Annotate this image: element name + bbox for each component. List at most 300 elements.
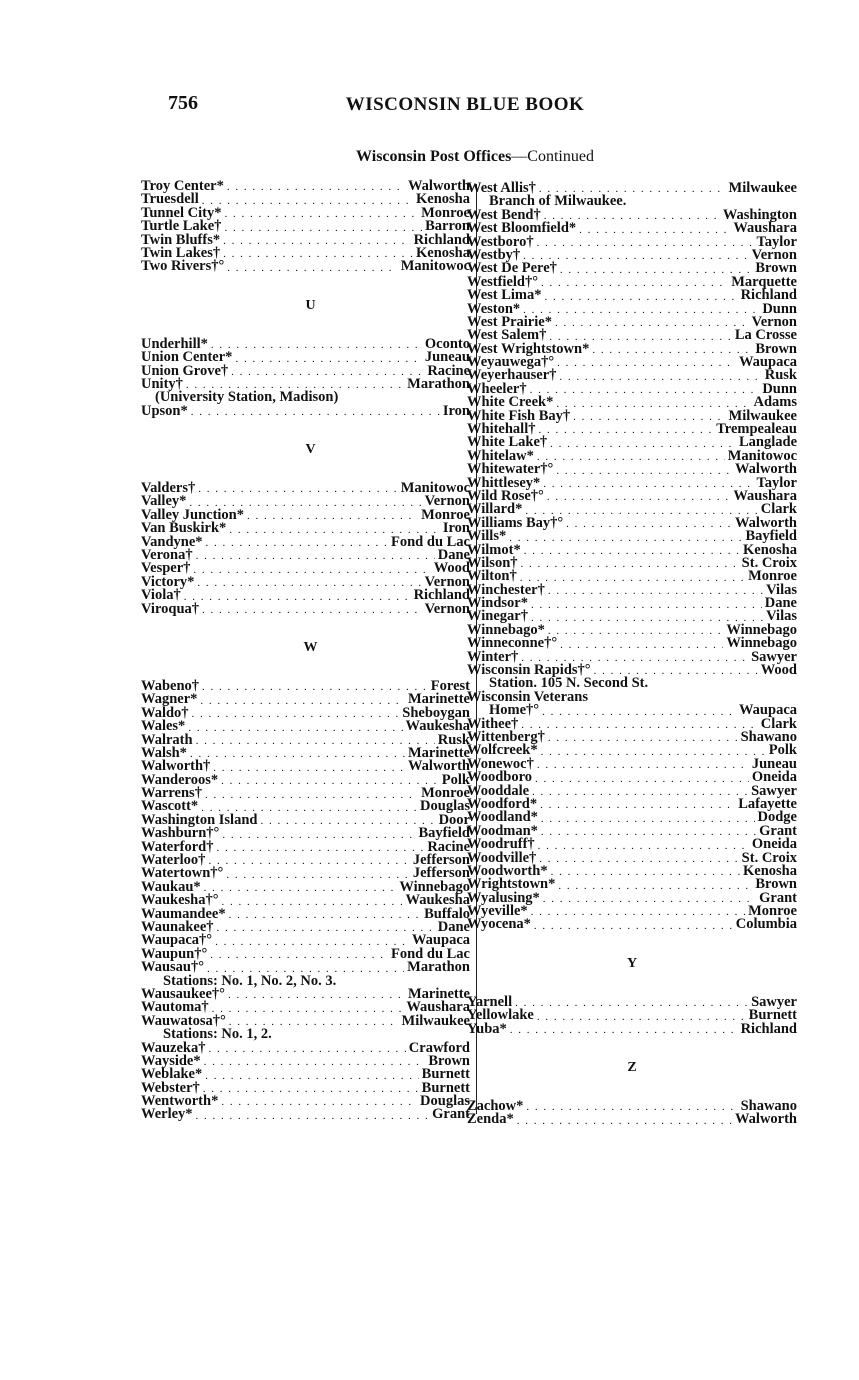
post-office-name: Waukau* — [141, 878, 201, 895]
county-name: Adams — [753, 394, 797, 411]
dot-leader — [537, 1012, 746, 1023]
dot-leader — [540, 800, 735, 811]
post-office-name: Washington Island — [141, 811, 258, 828]
page-title-main: Wisconsin Post Offices — [356, 148, 512, 165]
dot-leader — [200, 696, 405, 707]
county-name: Trempealeau — [716, 421, 797, 438]
post-office-name: Woodford* — [467, 795, 538, 812]
county-name: Milwaukee — [728, 407, 797, 424]
post-office-name: Westboro† — [467, 233, 534, 250]
county-name: Racine — [427, 838, 470, 855]
dot-leader — [208, 856, 409, 867]
post-office-name: West Prairie* — [467, 313, 552, 330]
county-name: Waupaca — [738, 702, 797, 719]
county-name: Monroe — [421, 204, 470, 221]
county-name: Manitowoc — [400, 258, 470, 275]
county-name: Sawyer — [751, 782, 797, 799]
dot-leader — [204, 1057, 426, 1068]
county-name: St. Croix — [741, 554, 797, 571]
post-office-name: Union Grove† — [141, 362, 229, 379]
post-office-name: Wilton† — [467, 568, 517, 585]
dot-leader — [515, 998, 748, 1009]
county-name: Polk — [768, 742, 797, 759]
post-office-name: Union Center* — [141, 349, 233, 366]
wauwatosa-note: Stations: No. 1, 2. — [163, 1026, 272, 1043]
post-office-name: Whittlesey* — [467, 474, 541, 491]
county-name: Winnebago — [399, 878, 470, 895]
post-office-name: Windsor* — [467, 595, 528, 612]
dot-leader — [530, 385, 760, 396]
post-office-name: Webster† — [141, 1079, 200, 1096]
post-office-name: Two Rivers†° — [141, 258, 225, 275]
list-item — [141, 600, 470, 617]
dot-leader — [196, 1111, 430, 1122]
dot-leader — [545, 292, 738, 303]
unity-note: (University Station, Madison) — [155, 389, 339, 406]
dot-leader — [215, 937, 409, 948]
county-name: Door — [438, 811, 470, 828]
dot-leader — [542, 707, 736, 718]
list-item — [141, 402, 470, 419]
county-name: Wood — [433, 560, 470, 577]
county-name: Lafayette — [738, 795, 797, 812]
county-name: Vernon — [424, 573, 470, 590]
county-name: Milwaukee — [401, 1012, 470, 1029]
post-office-name: West Bend† — [467, 206, 541, 223]
post-office-name: Valders† — [141, 480, 196, 497]
list-item — [141, 482, 470, 495]
dot-leader — [539, 854, 738, 865]
dot-leader — [202, 682, 428, 693]
county-name: Douglas — [420, 798, 470, 815]
county-name: Walworth — [734, 1111, 797, 1128]
county-name: Marquette — [731, 273, 797, 290]
county-name: Waukesha — [405, 718, 470, 735]
w-section-c — [141, 1039, 470, 1123]
county-name: Kenosha — [743, 862, 797, 879]
dot-leader — [191, 407, 440, 418]
w-section-b — [141, 985, 470, 1029]
post-office-name: White Creek* — [467, 394, 554, 411]
y-section — [467, 993, 797, 1037]
dot-leader — [543, 479, 753, 490]
dot-leader — [521, 559, 739, 570]
dot-leader — [526, 1102, 737, 1113]
post-office-name: Tunnel City* — [141, 204, 222, 221]
county-name: Clark — [760, 715, 797, 732]
section-letter-w: W — [303, 639, 318, 655]
w-right-section-a — [467, 206, 797, 679]
post-office-name: Wolfcreek* — [467, 742, 538, 759]
post-office-name: Wyocena* — [467, 916, 531, 933]
county-name: Waupaca — [411, 932, 470, 949]
post-office-name: Wausaukee†° — [141, 985, 225, 1002]
section-letter-v: V — [305, 442, 316, 458]
county-name: Jefferson — [412, 865, 470, 882]
dot-leader — [523, 305, 759, 316]
post-office-name: Victory* — [141, 573, 195, 590]
post-office-name: West Wrightstown* — [467, 340, 590, 357]
county-name: Burnett — [421, 1066, 470, 1083]
county-name: Shawano — [740, 729, 797, 745]
post-office-name: Vesper† — [141, 560, 191, 577]
county-name: Kenosha — [743, 541, 797, 558]
county-name: Monroe — [421, 785, 470, 802]
dot-leader — [212, 1004, 404, 1015]
county-name: Vernon — [424, 493, 470, 510]
dot-leader — [509, 533, 742, 544]
post-office-name: Waunakee† — [141, 919, 214, 935]
post-office-name: Watertown†° — [141, 865, 224, 882]
county-name: Manitowoc — [727, 447, 797, 464]
post-office-name: Zenda* — [467, 1111, 514, 1128]
post-office-name: Wabeno† — [141, 677, 200, 694]
county-name: Fond du Lac — [391, 533, 470, 550]
county-name: Bayfield — [418, 825, 470, 842]
county-name: Douglas — [420, 1093, 470, 1110]
dot-leader — [210, 950, 388, 961]
county-name: Marinette — [408, 691, 470, 708]
dot-leader — [531, 600, 762, 611]
section-letter-u: U — [305, 297, 316, 313]
county-name: Dane — [437, 919, 470, 935]
dot-leader — [551, 867, 740, 878]
page-number: 756 — [168, 92, 198, 114]
county-name: Waukesha — [405, 892, 470, 909]
w-right-section-b — [467, 715, 797, 933]
post-office-name: Valley* — [141, 493, 187, 510]
post-office-name: Wautoma† — [141, 999, 209, 1016]
post-office-name: Twin Bluffs* — [141, 231, 221, 248]
post-office-name: Verona† — [141, 547, 193, 564]
county-name: Oneida — [751, 769, 797, 786]
post-office-name: Weston* — [467, 300, 521, 317]
county-name: Sheboygan — [402, 704, 470, 721]
page-title-continued: —Continued — [511, 148, 594, 165]
dot-leader — [541, 278, 728, 289]
page-title — [240, 148, 710, 166]
dot-leader — [521, 720, 757, 731]
county-name: Brown — [755, 260, 797, 277]
dot-leader — [217, 923, 435, 934]
veterans-name: Wisconsin Veterans — [467, 688, 588, 705]
dot-leader — [213, 763, 405, 774]
dot-leader — [541, 814, 755, 825]
post-office-name: Walsh* — [141, 744, 187, 761]
post-office-name: Wittenberg† — [467, 729, 545, 745]
county-name: Waushara — [733, 487, 797, 504]
county-name: Oconto — [424, 335, 470, 352]
county-name: Dunn — [762, 380, 797, 397]
post-office-name: Withee† — [467, 715, 519, 732]
county-name: Dane — [764, 595, 797, 612]
post-office-name: Home†° — [489, 702, 540, 719]
section-letter-y: Y — [626, 955, 638, 971]
post-office-name: West Allis† — [467, 179, 536, 196]
post-office-name: West Lima* — [467, 287, 542, 304]
dot-leader — [222, 897, 403, 908]
county-name: Jefferson — [412, 852, 470, 869]
post-office-name: Winegar† — [467, 608, 528, 625]
county-name: Grant — [759, 889, 797, 906]
dot-leader — [543, 894, 756, 905]
t-section — [141, 177, 470, 275]
list-item — [467, 1113, 797, 1126]
post-office-name: Wausau†° — [141, 959, 205, 976]
dot-leader — [222, 830, 415, 841]
county-name: Waushara — [733, 220, 797, 237]
county-name: Kenosha — [416, 244, 470, 261]
dot-leader — [208, 1044, 405, 1055]
county-name: Bayfield — [745, 528, 797, 545]
post-office-name: Whitelaw* — [467, 447, 534, 464]
running-head: WISCONSIN BLUE BOOK — [345, 94, 585, 115]
county-name: Iron — [442, 520, 470, 537]
list-item — [467, 918, 797, 931]
post-office-name: Waterford† — [141, 838, 214, 855]
county-name: Vernon — [424, 600, 470, 617]
dot-leader — [205, 1071, 418, 1082]
county-name: Clark — [760, 501, 797, 518]
dot-leader — [557, 358, 736, 369]
dot-leader — [548, 626, 723, 637]
dot-leader — [197, 578, 421, 589]
z-section — [467, 1100, 797, 1127]
dot-leader — [228, 990, 405, 1001]
county-name: Burnett — [421, 1079, 470, 1096]
post-office-name: Wyalusing* — [467, 889, 540, 906]
county-name: Brown — [755, 876, 797, 893]
right-column — [467, 179, 797, 1128]
list-item — [141, 1108, 470, 1121]
post-office-name: Wheeler† — [467, 380, 527, 397]
list-item — [141, 549, 470, 562]
county-name: Polk — [441, 771, 470, 788]
post-office-name: Winnebago* — [467, 621, 545, 638]
post-office-name: Woodland* — [467, 809, 538, 826]
dot-leader — [566, 519, 732, 530]
dot-leader — [573, 412, 725, 423]
dot-leader — [224, 209, 418, 220]
post-office-name: Warrens† — [141, 785, 202, 802]
post-office-name: Waterloo† — [141, 852, 206, 869]
post-office-name: Wales* — [141, 718, 186, 735]
post-office-name: Wentworth* — [141, 1093, 219, 1110]
county-name: Vernon — [751, 246, 797, 263]
dot-leader — [223, 249, 413, 260]
county-name: Taylor — [756, 233, 797, 250]
dot-leader — [190, 749, 405, 760]
post-office-name: Zachow* — [467, 1098, 524, 1115]
county-name: Winnebago — [726, 621, 797, 638]
post-office-name: Woodruff† — [467, 836, 535, 853]
post-office-name: West Bloomfield* — [467, 220, 577, 237]
county-name: Oneida — [751, 836, 797, 853]
post-office-name: Wisconsin Rapids†° — [467, 662, 591, 679]
county-name: Barron — [425, 218, 470, 235]
county-name: Burnett — [748, 1007, 797, 1024]
dot-leader — [202, 605, 422, 616]
post-office-name: Wrightstown* — [467, 876, 556, 893]
county-name: St. Croix — [741, 849, 797, 866]
post-office-name: Wauwatosa†° — [141, 1012, 226, 1029]
county-name: Grant — [759, 822, 797, 839]
county-name: Vilas — [766, 581, 797, 598]
dot-leader — [560, 640, 723, 651]
post-office-name: Wanderoos* — [141, 771, 219, 788]
dot-leader — [260, 816, 435, 827]
dot-leader — [196, 736, 435, 747]
county-name: Crawford — [408, 1039, 470, 1056]
post-office-name: White Lake† — [467, 434, 548, 451]
county-name: Juneau — [424, 349, 470, 366]
post-office-name: Waumandee* — [141, 905, 226, 922]
county-name: Iron — [442, 402, 470, 419]
county-name: Sawyer — [751, 993, 797, 1010]
county-name: Washington — [722, 206, 797, 223]
post-office-name: Wild Rose†° — [467, 487, 544, 504]
dot-leader — [221, 1097, 417, 1108]
dot-leader — [226, 870, 410, 881]
dot-leader — [532, 787, 748, 798]
u-section — [141, 335, 470, 392]
county-name: Dane — [437, 547, 470, 564]
dot-leader — [534, 921, 733, 932]
county-name: Brown — [755, 340, 797, 357]
post-office-name: Turtle Lake† — [141, 218, 222, 235]
post-office-name: Waupun†° — [141, 945, 208, 962]
county-name: Monroe — [748, 568, 797, 585]
county-name: La Crosse — [734, 327, 797, 344]
post-office-name: Unity† — [141, 375, 183, 392]
dot-leader — [523, 251, 748, 262]
county-name: Juneau — [751, 755, 797, 772]
post-office-name: Twin Lakes† — [141, 244, 221, 261]
dot-leader — [196, 551, 435, 562]
list-item — [467, 1020, 797, 1037]
post-office-name: Yuba* — [467, 1020, 507, 1037]
post-office-name: Viroqua† — [141, 600, 200, 617]
county-name: Wood — [760, 662, 797, 679]
county-name: Milwaukee — [728, 179, 797, 196]
post-office-name: White Fish Bay† — [467, 407, 571, 424]
county-name: Richland — [740, 287, 797, 304]
county-name: Vernon — [751, 313, 797, 330]
county-name: Kenosha — [416, 191, 470, 208]
dot-leader — [202, 196, 413, 207]
county-name: Walworth — [734, 461, 797, 478]
post-office-name: Viola† — [141, 587, 181, 604]
dot-leader — [198, 484, 397, 495]
dot-leader — [548, 586, 763, 597]
post-office-name: Woodman* — [467, 822, 538, 839]
dot-leader — [205, 790, 418, 801]
dot-leader — [235, 354, 421, 365]
post-office-name: Weyerhauser† — [467, 367, 557, 384]
dot-leader — [541, 827, 756, 838]
post-office-name: Woodboro — [467, 769, 533, 786]
dot-leader — [537, 452, 725, 463]
county-name: Walworth — [407, 177, 470, 194]
county-name: Marinette — [408, 985, 470, 1002]
post-office-name: Troy Center* — [141, 177, 224, 194]
county-name: Sawyer — [751, 648, 797, 665]
dot-leader — [247, 511, 418, 522]
dot-leader — [192, 709, 400, 720]
dot-leader — [541, 747, 766, 758]
post-office-name: Whitehall† — [467, 421, 536, 438]
county-name: Winnebago — [726, 635, 797, 652]
post-office-name: Waupaca†° — [141, 932, 213, 949]
post-office-name: Woodville† — [467, 849, 537, 866]
post-office-name: West De Pere† — [467, 260, 557, 277]
post-office-name: Yellowlake — [467, 1007, 534, 1024]
section-letter-z: Z — [627, 1060, 637, 1076]
dot-leader — [555, 318, 749, 329]
list-item — [141, 260, 470, 273]
upson-entry — [141, 402, 470, 419]
post-office-name: Van Buskirk* — [141, 520, 227, 537]
dot-leader — [558, 881, 752, 892]
county-name: Shawano — [740, 1098, 797, 1115]
post-office-name: Werley* — [141, 1106, 193, 1123]
post-office-name: Truesdell — [141, 191, 199, 208]
post-office-name: Willard* — [467, 501, 523, 518]
county-name: Buffalo — [424, 905, 470, 922]
post-office-name: Wonewoc† — [467, 755, 534, 772]
post-office-name: Waldo† — [141, 704, 189, 721]
dot-leader — [227, 263, 397, 274]
dot-leader — [193, 565, 430, 576]
post-office-name: Vandyne* — [141, 533, 203, 550]
dot-leader — [223, 236, 410, 247]
dot-leader — [520, 573, 745, 584]
county-name: Richland — [740, 1020, 797, 1037]
county-name: Walworth — [407, 758, 470, 775]
dot-leader — [204, 883, 397, 894]
county-name: Vilas — [766, 608, 797, 625]
county-name: Monroe — [421, 506, 470, 523]
post-office-name: Winchester† — [467, 581, 545, 598]
post-office-name: Wills* — [467, 528, 507, 545]
post-office-name: Wascott* — [141, 798, 199, 815]
wausau-note: Stations: No. 1, No. 2, No. 3. — [163, 972, 337, 989]
dot-leader — [550, 439, 736, 450]
county-name: Marathon — [407, 959, 470, 976]
county-name: Racine — [427, 362, 470, 379]
dot-leader — [203, 1084, 419, 1095]
county-name: Forest — [430, 677, 470, 694]
dot-leader — [517, 1116, 732, 1127]
post-office-name: Valley Junction* — [141, 506, 244, 523]
post-office-name: Washburn†° — [141, 825, 220, 842]
post-office-name: Williams Bay†° — [467, 514, 564, 531]
dot-leader — [538, 841, 749, 852]
county-name: Dunn — [762, 300, 797, 317]
dot-leader — [547, 492, 730, 503]
post-office-name: Westfield†° — [467, 273, 539, 290]
county-name: Manitowoc — [400, 480, 470, 497]
county-name: Richland — [413, 231, 470, 248]
post-office-name: Weblake* — [141, 1066, 203, 1083]
dot-leader — [560, 265, 752, 276]
county-name: Grant — [432, 1106, 470, 1123]
dot-leader — [524, 546, 740, 557]
post-office-name: Winter† — [467, 648, 519, 665]
dot-leader — [531, 907, 745, 918]
post-office-name: Upson* — [141, 402, 188, 419]
dot-leader — [579, 225, 730, 236]
